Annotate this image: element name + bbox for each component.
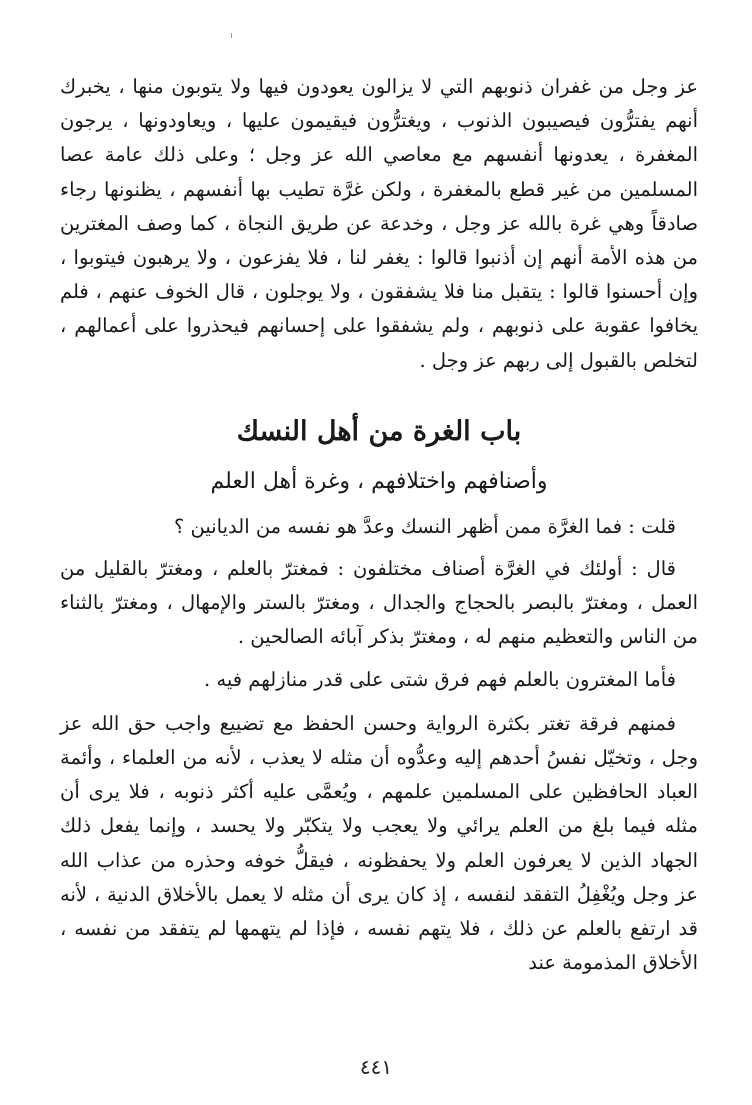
intro-paragraph: عز وجل من غفران ذنوبهم التي لا يزالون يعودون فيها ولا يتوبون منها ، يخبرك أنهم يفترُّون فيصيبون الذنوب ، ويغترُّون فيقيمون عليها ، ويعاودونها ، يرجون المغفرة ، يعدونها أنفسهم مع معاصي الله عز وجل ؛ وعلى ذلك عامة عصا المسلمين من غير قطع بالمغفرة ، ولكن غرَّة تطيب بها أنفسهم ، يظنونها رجاء صادقاً وهي غرة بالله عز وجل ، وخدعة عن طريق النجاة ، كما وصف المغترين من هذه الأمة أنهم إن أذنبوا قالوا : يغفر لنا ، فلا يفزعون ، ولا يرهبون فيتوبوا ، وإن أحسنوا قالوا : يتقبل منا فلا يشفقون ، ولا يوجلون ، قال الخوف عنهم ، فلم يخافوا عقوبة على ذنوبهم ، ولم يشفقوا على إحسانهم فيحذروا على أعمالهم ، لتخلص بالقبول إلى ربهم عز وجل . xyxy=(60,75,698,372)
chapter-subtitle: وأصنافهم واختلافهم ، وغرة أهل العلم xyxy=(210,468,548,494)
book-page xyxy=(60,70,698,980)
chapter-title: باب الغرة من أهل النسك xyxy=(236,415,522,447)
scholars-intro-paragraph: فأما المغترون بالعلم فهم فرق شتى على قدر منازلهم فيه . xyxy=(204,667,676,691)
top-mark xyxy=(231,33,232,38)
question-paragraph: قلت : فما الغرَّة ممن أظهر النسك وعدَّ هو نفسه من الديانين ؟ xyxy=(173,514,676,538)
page-number: ٤٤١ xyxy=(359,1055,393,1079)
answer-paragraph: قال : أولئك في الغرَّة أصناف مختلفون : فمغترّ بالعلم ، ومغترّ بالقليل من العمل ، ومغترّ بالبصر بالحجاج والجدال ، ومغترّ بالستر والإمهال ، ومغترّ بالثناء من الناس والتعظيم منهم له ، ومغترّ بذكر آبائه الصالحين . xyxy=(60,557,698,649)
final-paragraph: فمنهم فرقة تغتر بكثرة الرواية وحسن الحفظ مع تضييع واجب حق الله عز وجل ، وتخيّل نفسُ أحدهم إليه وعدُّوه أن مثله لا يعذب ، لأنه من العلماء ، وأئمة العباد الحافظين على المسلمين علمهم ، ويُعمَّى عليه أكثر ذنوبه ، فلا يرى أن مثله فيما بلغ من العلم يرائي ولا يعجب ولا يتكبّر ولا يحسد ، وإنما يفعل ذلك الجهاد الذين لا يعرفون العلم ولا يحفظونه ، فيقلُّ خوفه وحذره من عذاب الله عز وجل ويُغْفِلُ التفقد لنفسه ، إذ كان يرى أن مثله لا يعمل بالأخلاق الدنية ، لأنه قد ارتفع بالعلم عن ذلك ، فلا يتهم نفسه ، فإذا لم يتهمها لم يتفقد من نفسه ، الأخلاق المذمومة عند xyxy=(60,711,698,975)
